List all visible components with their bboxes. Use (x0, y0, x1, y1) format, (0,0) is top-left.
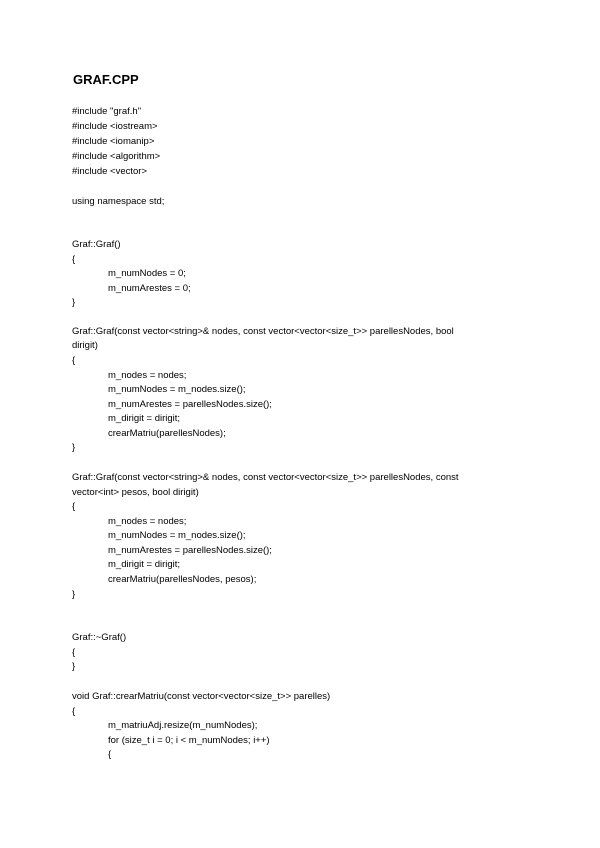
code-line: #include <iomanip> (72, 136, 155, 147)
code-line: { (72, 254, 76, 265)
code-line: vector<int> pesos, bool dirigit) (72, 487, 199, 498)
code-line: { (72, 355, 76, 366)
code-line: m_numArestes = parellesNodes.size(); (108, 399, 272, 410)
code-line: m_numNodes = 0; (108, 268, 186, 279)
code-line: #include "graf.h" (72, 106, 142, 117)
code-line: m_nodes = nodes; (108, 516, 187, 527)
code-line: #include <algorithm> (72, 151, 161, 162)
code-line: Graf::Graf() (72, 239, 121, 250)
code-line: m_nodes = nodes; (108, 370, 187, 381)
code-line: } (72, 589, 76, 600)
code-line: { (72, 706, 76, 717)
code-line: { (72, 501, 76, 512)
code-line: for (size_t i = 0; i < m_numNodes; i++) (108, 735, 270, 746)
code-line: m_numArestes = parellesNodes.size(); (108, 545, 272, 556)
code-line: m_dirigit = dirigit; (108, 413, 181, 424)
code-line: crearMatriu(parellesNodes); (108, 428, 226, 439)
code-line: { (72, 647, 76, 658)
code-line: m_numNodes = m_nodes.size(); (108, 384, 246, 395)
code-line: dirigit) (72, 340, 98, 351)
code-line: Graf::Graf(const vector<string>& nodes, const vector<vector<size_t>> parellesNodes, bool (72, 326, 454, 337)
code-line: { (108, 749, 112, 760)
code-line: } (72, 442, 76, 453)
code-line: void Graf::crearMatriu(const vector<vector<size_t>> parelles) (72, 691, 331, 702)
code-line: #include <vector> (72, 166, 147, 177)
code-line: m_numArestes = 0; (108, 283, 191, 294)
code-line: crearMatriu(parellesNodes, pesos); (108, 574, 257, 585)
code-line: #include <iostream> (72, 121, 158, 132)
code-line: using namespace std; (72, 196, 165, 207)
code-line: m_matriuAdj.resize(m_numNodes); (108, 720, 258, 731)
code-line: } (72, 661, 76, 672)
code-line: m_dirigit = dirigit; (108, 559, 181, 570)
code-line: Graf::~Graf() (72, 632, 127, 643)
code-line: Graf::Graf(const vector<string>& nodes, const vector<vector<size_t>> parellesNodes, const (72, 472, 459, 483)
document-title: GRAF.CPP (73, 72, 139, 87)
code-line: } (72, 297, 76, 308)
code-line: m_numNodes = m_nodes.size(); (108, 530, 246, 541)
